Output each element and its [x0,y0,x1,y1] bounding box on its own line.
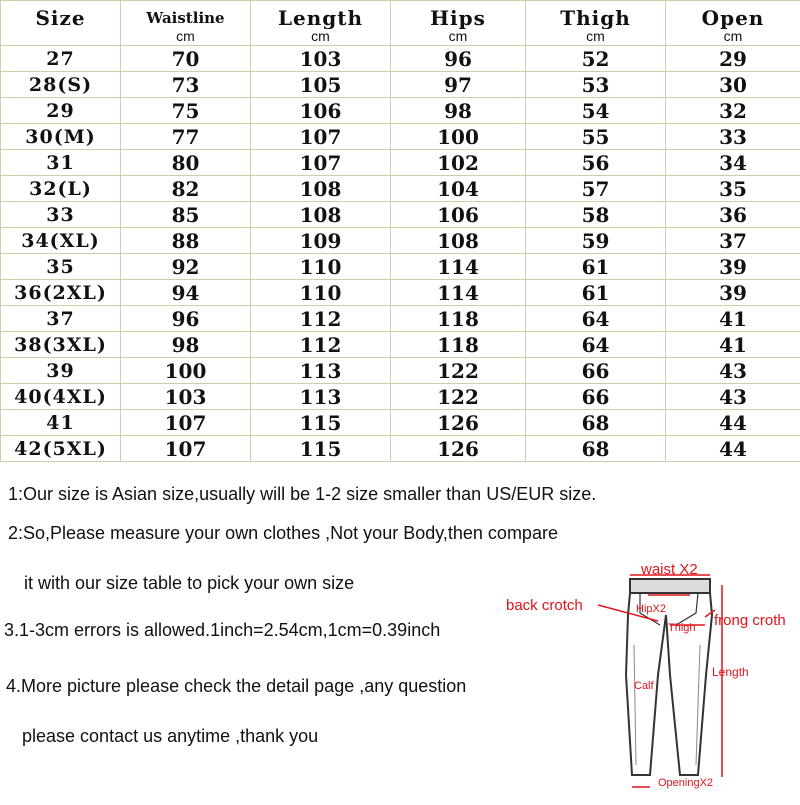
cell-length: 109 [251,228,391,254]
cell-open: 37 [666,228,800,254]
header-hips: Hips [391,1,526,30]
header-waistline: Waistline [121,1,251,30]
header-size: Size [1,1,121,30]
table-row [1,332,800,358]
cell-size: 29 [1,98,121,124]
cell-size: 36(2XL) [1,280,121,306]
label-hip: HipX2 [636,603,666,615]
cell-length: 108 [251,202,391,228]
cell-size: 28(S) [1,72,121,98]
cell-open: 41 [666,332,800,358]
cell-size: 42(5XL) [1,436,121,462]
cell-open: 44 [666,410,800,436]
cell-waistline: 92 [121,254,251,280]
label-waist: waist X2 [641,561,698,578]
cell-thigh: 58 [526,202,666,228]
cell-waistline: 94 [121,280,251,306]
note-line-6: please contact us anytime ,thank you [22,726,318,747]
table-row [1,254,800,280]
cell-open: 30 [666,72,800,98]
cell-hips: 100 [391,124,526,150]
cell-length: 113 [251,358,391,384]
cell-hips: 96 [391,46,526,72]
cell-waistline: 73 [121,72,251,98]
cell-waistline: 103 [121,384,251,410]
table-row [1,306,800,332]
cell-hips: 126 [391,410,526,436]
cell-size: 35 [1,254,121,280]
cell-open: 34 [666,150,800,176]
cell-open: 35 [666,176,800,202]
cell-length: 112 [251,332,391,358]
label-back-crotch: back crotch [506,597,583,614]
cell-size: 38(3XL) [1,332,121,358]
cell-hips: 104 [391,176,526,202]
cell-size: 31 [1,150,121,176]
cell-hips: 98 [391,98,526,124]
cell-open: 41 [666,306,800,332]
table-row [1,124,800,150]
cell-open: 43 [666,384,800,410]
cell-hips: 122 [391,384,526,410]
header-open: Open [666,1,800,30]
cell-thigh: 66 [526,358,666,384]
cell-hips: 118 [391,332,526,358]
cell-length: 115 [251,436,391,462]
cell-thigh: 52 [526,46,666,72]
cell-hips: 108 [391,228,526,254]
label-calf: Calf [634,680,654,692]
unit-waistline: cm [121,29,251,46]
table-row [1,228,800,254]
cell-thigh: 54 [526,98,666,124]
cell-size: 39 [1,358,121,384]
cell-size: 40(4XL) [1,384,121,410]
cell-size: 34(XL) [1,228,121,254]
note-line-1: 1:Our size is Asian size,usually will be 1-2 size smaller than US/EUR size. [8,484,596,505]
cell-thigh: 61 [526,254,666,280]
cell-open: 29 [666,46,800,72]
table-row [1,358,800,384]
cell-open: 33 [666,124,800,150]
cell-waistline: 107 [121,410,251,436]
cell-thigh: 64 [526,306,666,332]
note-line-3: it with our size table to pick your own size [24,573,354,594]
cell-length: 113 [251,384,391,410]
label-length: Length [712,665,749,679]
cell-hips: 118 [391,306,526,332]
cell-size: 32(L) [1,176,121,202]
pants-measurement-diagram [500,555,800,800]
cell-waistline: 85 [121,202,251,228]
cell-length: 108 [251,176,391,202]
cell-waistline: 88 [121,228,251,254]
unit-length: cm [251,29,391,46]
unit-size [1,29,121,46]
cell-waistline: 96 [121,306,251,332]
cell-thigh: 55 [526,124,666,150]
cell-hips: 114 [391,280,526,306]
header-row [1,1,800,30]
cell-waistline: 100 [121,358,251,384]
cell-length: 106 [251,98,391,124]
table-row [1,384,800,410]
table-row [1,72,800,98]
cell-size: 33 [1,202,121,228]
table-row [1,280,800,306]
table-row [1,46,800,72]
cell-thigh: 66 [526,384,666,410]
table-row [1,202,800,228]
cell-hips: 114 [391,254,526,280]
cell-hips: 102 [391,150,526,176]
pants-outline-icon [500,555,800,800]
cell-thigh: 68 [526,436,666,462]
cell-length: 112 [251,306,391,332]
cell-size: 37 [1,306,121,332]
table-row [1,436,800,462]
unit-thigh: cm [526,29,666,46]
cell-thigh: 59 [526,228,666,254]
cell-length: 110 [251,280,391,306]
label-front-crotch: frong croth [714,612,786,629]
header-length: Length [251,1,391,30]
cell-size: 41 [1,410,121,436]
cell-length: 110 [251,254,391,280]
cell-size: 30(M) [1,124,121,150]
table-row [1,98,800,124]
unit-open: cm [666,29,800,46]
cell-open: 44 [666,436,800,462]
cell-waistline: 80 [121,150,251,176]
table-row [1,410,800,436]
cell-waistline: 75 [121,98,251,124]
cell-waistline: 98 [121,332,251,358]
cell-thigh: 53 [526,72,666,98]
label-thigh: Thigh [668,622,696,634]
cell-hips: 126 [391,436,526,462]
cell-hips: 122 [391,358,526,384]
cell-open: 32 [666,98,800,124]
cell-thigh: 56 [526,150,666,176]
unit-row [1,29,800,46]
cell-waistline: 70 [121,46,251,72]
cell-length: 105 [251,72,391,98]
table-row [1,150,800,176]
cell-thigh: 68 [526,410,666,436]
cell-open: 36 [666,202,800,228]
note-line-5: 4.More picture please check the detail page ,any question [6,676,466,697]
cell-open: 39 [666,280,800,306]
cell-waistline: 107 [121,436,251,462]
table-row [1,176,800,202]
unit-hips: cm [391,29,526,46]
cell-open: 39 [666,254,800,280]
note-line-4: 3.1-3cm errors is allowed.1inch=2.54cm,1cm=0.39inch [4,620,440,641]
cell-waistline: 77 [121,124,251,150]
cell-length: 107 [251,150,391,176]
cell-hips: 106 [391,202,526,228]
cell-hips: 97 [391,72,526,98]
label-opening: OpeningX2 [658,777,713,789]
cell-thigh: 61 [526,280,666,306]
cell-size: 27 [1,46,121,72]
cell-length: 115 [251,410,391,436]
cell-open: 43 [666,358,800,384]
note-line-2: 2:So,Please measure your own clothes ,Not your Body,then compare [8,523,558,544]
cell-thigh: 57 [526,176,666,202]
header-thigh: Thigh [526,1,666,30]
cell-length: 107 [251,124,391,150]
cell-waistline: 82 [121,176,251,202]
cell-length: 103 [251,46,391,72]
cell-thigh: 64 [526,332,666,358]
size-rows [1,46,800,462]
